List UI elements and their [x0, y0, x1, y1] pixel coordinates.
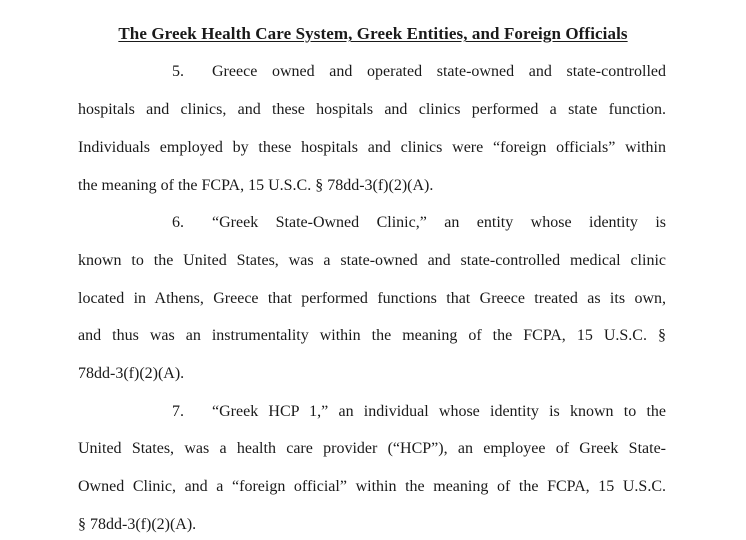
paragraph-6-line-4: and thus was an instrumentality within the meaning of the FCPA, 15 U.S.C. §: [78, 327, 666, 344]
paragraph-6-line-1: 6. “Greek State-Owned Clinic,” an entity whose identity is: [172, 214, 666, 231]
paragraph-number: 7.: [172, 403, 184, 420]
paragraph-7-line-3: Owned Clinic, and a “foreign official” within the meaning of the FCPA, 15 U.S.C.: [78, 478, 666, 495]
paragraph-7-line-4: § 78dd-3(f)(2)(A).: [78, 516, 197, 533]
paragraph-7-line-1: 7. “Greek HCP 1,” an individual whose identity is known to the: [172, 403, 666, 420]
paragraph-6-line-5: 78dd-3(f)(2)(A).: [78, 365, 185, 382]
paragraph-5-line-4: the meaning of the FCPA, 15 U.S.C. § 78dd-3(f)(2)(A).: [78, 177, 434, 194]
paragraph-6-line-3: located in Athens, Greece that performed functions that Greece treated as its own,: [78, 290, 666, 307]
paragraph-5-line-3: Individuals employed by these hospitals and clinics were “foreign officials” within: [78, 139, 666, 156]
paragraph-7-line-2: United States, was a health care provider (“HCP”), an employee of Greek State-: [78, 440, 666, 457]
paragraph-5-line-2: hospitals and clinics, and these hospitals and clinics performed a state function.: [78, 101, 666, 118]
paragraph-5-line-1: 5. Greece owned and operated state-owned and state-controlled: [172, 63, 666, 80]
paragraph-number: 5.: [172, 63, 184, 80]
section-heading: The Greek Health Care System, Greek Entities, and Foreign Officials: [118, 24, 628, 43]
paragraph-6-line-2: known to the United States, was a state-owned and state-controlled medical clinic: [78, 252, 666, 269]
paragraph-number: 6.: [172, 214, 184, 231]
